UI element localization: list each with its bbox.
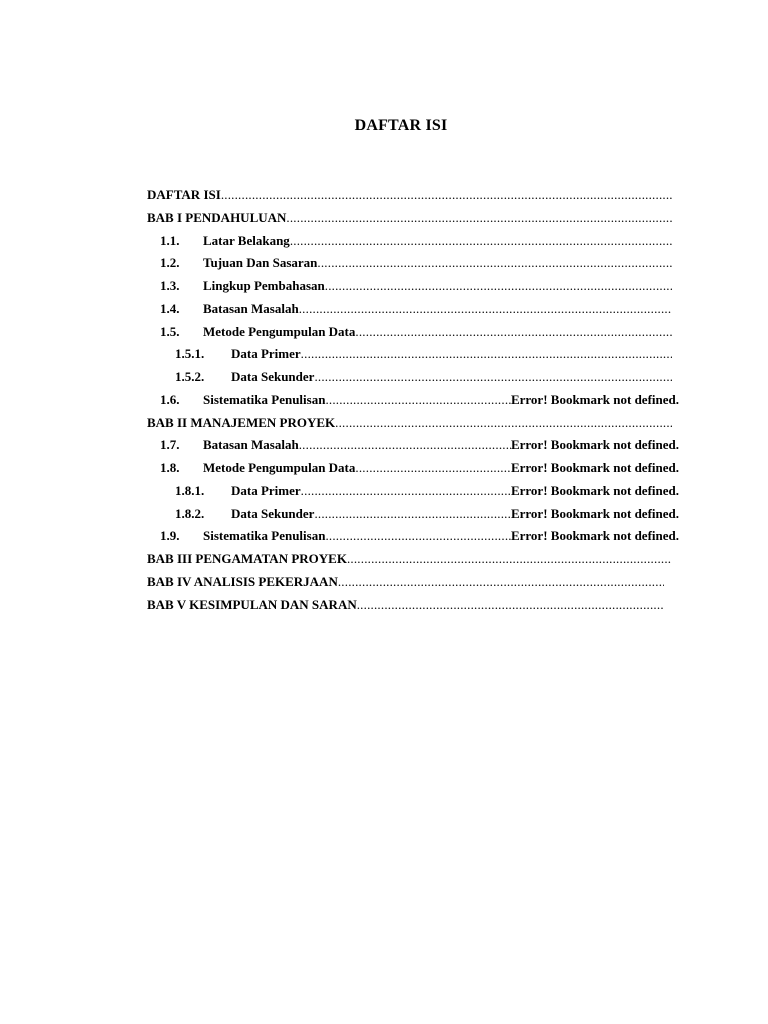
toc-entry-label: BAB V KESIMPULAN DAN SARAN — [147, 596, 357, 612]
toc-entry[interactable] — [160, 524, 679, 544]
toc-entry-number: 1.8.2. — [175, 505, 205, 521]
toc-entry[interactable] — [175, 365, 672, 385]
toc-entry-label: BAB I PENDAHULUAN — [147, 209, 287, 225]
toc-dot-leader — [286, 210, 672, 226]
toc-entry-label: Metode Pengumpulan Data — [203, 323, 356, 339]
toc-entry-label: Metode Pengumpulan Data — [203, 460, 356, 475]
toc-entry-error: Error! Bookmark not defined. — [510, 460, 679, 475]
toc-entry-error: Error! Bookmark not defined. — [510, 528, 679, 544]
toc-entry-label: Lingkup Pembahasan — [203, 278, 325, 293]
toc-entry-number: 1.5. — [160, 323, 180, 339]
toc-dot-leader — [338, 574, 664, 590]
toc-entry-label: BAB III PENGAMATAN PROYEK — [147, 551, 347, 566]
toc-entry[interactable] — [175, 479, 679, 499]
toc-entry-number: 1.9. — [160, 528, 180, 544]
toc-dot-leader — [347, 551, 672, 567]
toc-dot-leader — [325, 528, 511, 544]
toc-dot-leader — [314, 369, 672, 385]
toc-entry-label: BAB II MANAJEMEN PROYEK — [147, 414, 336, 430]
toc-entry-number: 1.4. — [160, 300, 180, 316]
toc-entry-label: Batasan Masalah — [203, 300, 299, 316]
toc-dot-leader — [355, 324, 672, 340]
toc-entry-number: 1.5.1. — [175, 346, 205, 362]
toc-entry-number: 1.3. — [160, 278, 180, 293]
toc-entry-label: Data Sekunder — [231, 505, 315, 521]
toc-entry-label: Tujuan Dan Sasaran — [203, 255, 318, 271]
toc-entry-number: 1.5.2. — [175, 369, 205, 384]
toc-entry-label: Data Primer — [231, 346, 301, 362]
toc-entry-error: Error! Bookmark not defined. — [510, 391, 679, 407]
toc-entry-label: BAB IV ANALISIS PEKERJAAN — [147, 573, 338, 589]
toc-dot-leader — [357, 597, 664, 613]
toc-dot-leader — [299, 437, 511, 453]
toc-entry[interactable] — [160, 456, 679, 476]
toc-entry[interactable] — [160, 251, 672, 271]
toc-entry[interactable] — [147, 593, 664, 613]
toc-entry[interactable] — [147, 206, 672, 226]
toc-entry[interactable] — [147, 411, 672, 431]
toc-dot-leader — [325, 278, 672, 294]
toc-entry-label: Data Sekunder — [231, 369, 315, 384]
toc-entry-error: Error! Bookmark not defined. — [510, 437, 679, 453]
toc-dot-leader — [317, 255, 672, 271]
toc-dot-leader — [314, 506, 511, 522]
toc-entry[interactable] — [175, 502, 679, 522]
toc-dot-leader — [290, 233, 672, 249]
toc-entry[interactable] — [160, 274, 672, 294]
toc-entry[interactable] — [160, 433, 679, 453]
toc-entry[interactable] — [160, 320, 672, 340]
toc-entry[interactable] — [147, 570, 664, 590]
toc-entry-number: 1.1. — [160, 232, 180, 248]
toc-entry-number: 1.8. — [160, 460, 180, 475]
toc-entry-number: 1.2. — [160, 255, 180, 271]
toc-entry-label: Sistematika Penulisan — [203, 391, 326, 407]
toc-entry-label: Sistematika Penulisan — [203, 528, 326, 544]
toc-entry[interactable] — [175, 342, 672, 362]
toc-dot-leader — [325, 392, 511, 408]
toc-entry-error: Error! Bookmark not defined. — [510, 505, 679, 521]
toc-dot-leader — [335, 415, 672, 431]
toc-dot-leader — [221, 187, 672, 203]
toc-entry-label: Latar Belakang — [203, 232, 290, 248]
toc-entry[interactable] — [147, 547, 672, 567]
page-title: DAFTAR ISI — [354, 117, 448, 134]
toc-dot-leader — [299, 301, 672, 317]
toc-dot-leader — [301, 346, 672, 362]
toc-entry[interactable] — [147, 183, 672, 203]
toc-entry[interactable] — [160, 229, 672, 249]
toc-entry-number: 1.8.1. — [175, 482, 205, 498]
toc-entry-number: 1.7. — [160, 437, 180, 453]
toc-entry[interactable] — [160, 388, 679, 408]
toc-dot-leader — [355, 460, 511, 476]
toc-entry-label: Data Primer — [231, 482, 301, 498]
toc-entry-number: 1.6. — [160, 391, 180, 407]
toc-entry-error: Error! Bookmark not defined. — [510, 482, 679, 498]
toc-dot-leader — [301, 483, 511, 499]
toc-entry-label: DAFTAR ISI — [147, 187, 221, 202]
toc-entry-label: Batasan Masalah — [203, 437, 299, 453]
toc-entry[interactable] — [160, 297, 672, 317]
